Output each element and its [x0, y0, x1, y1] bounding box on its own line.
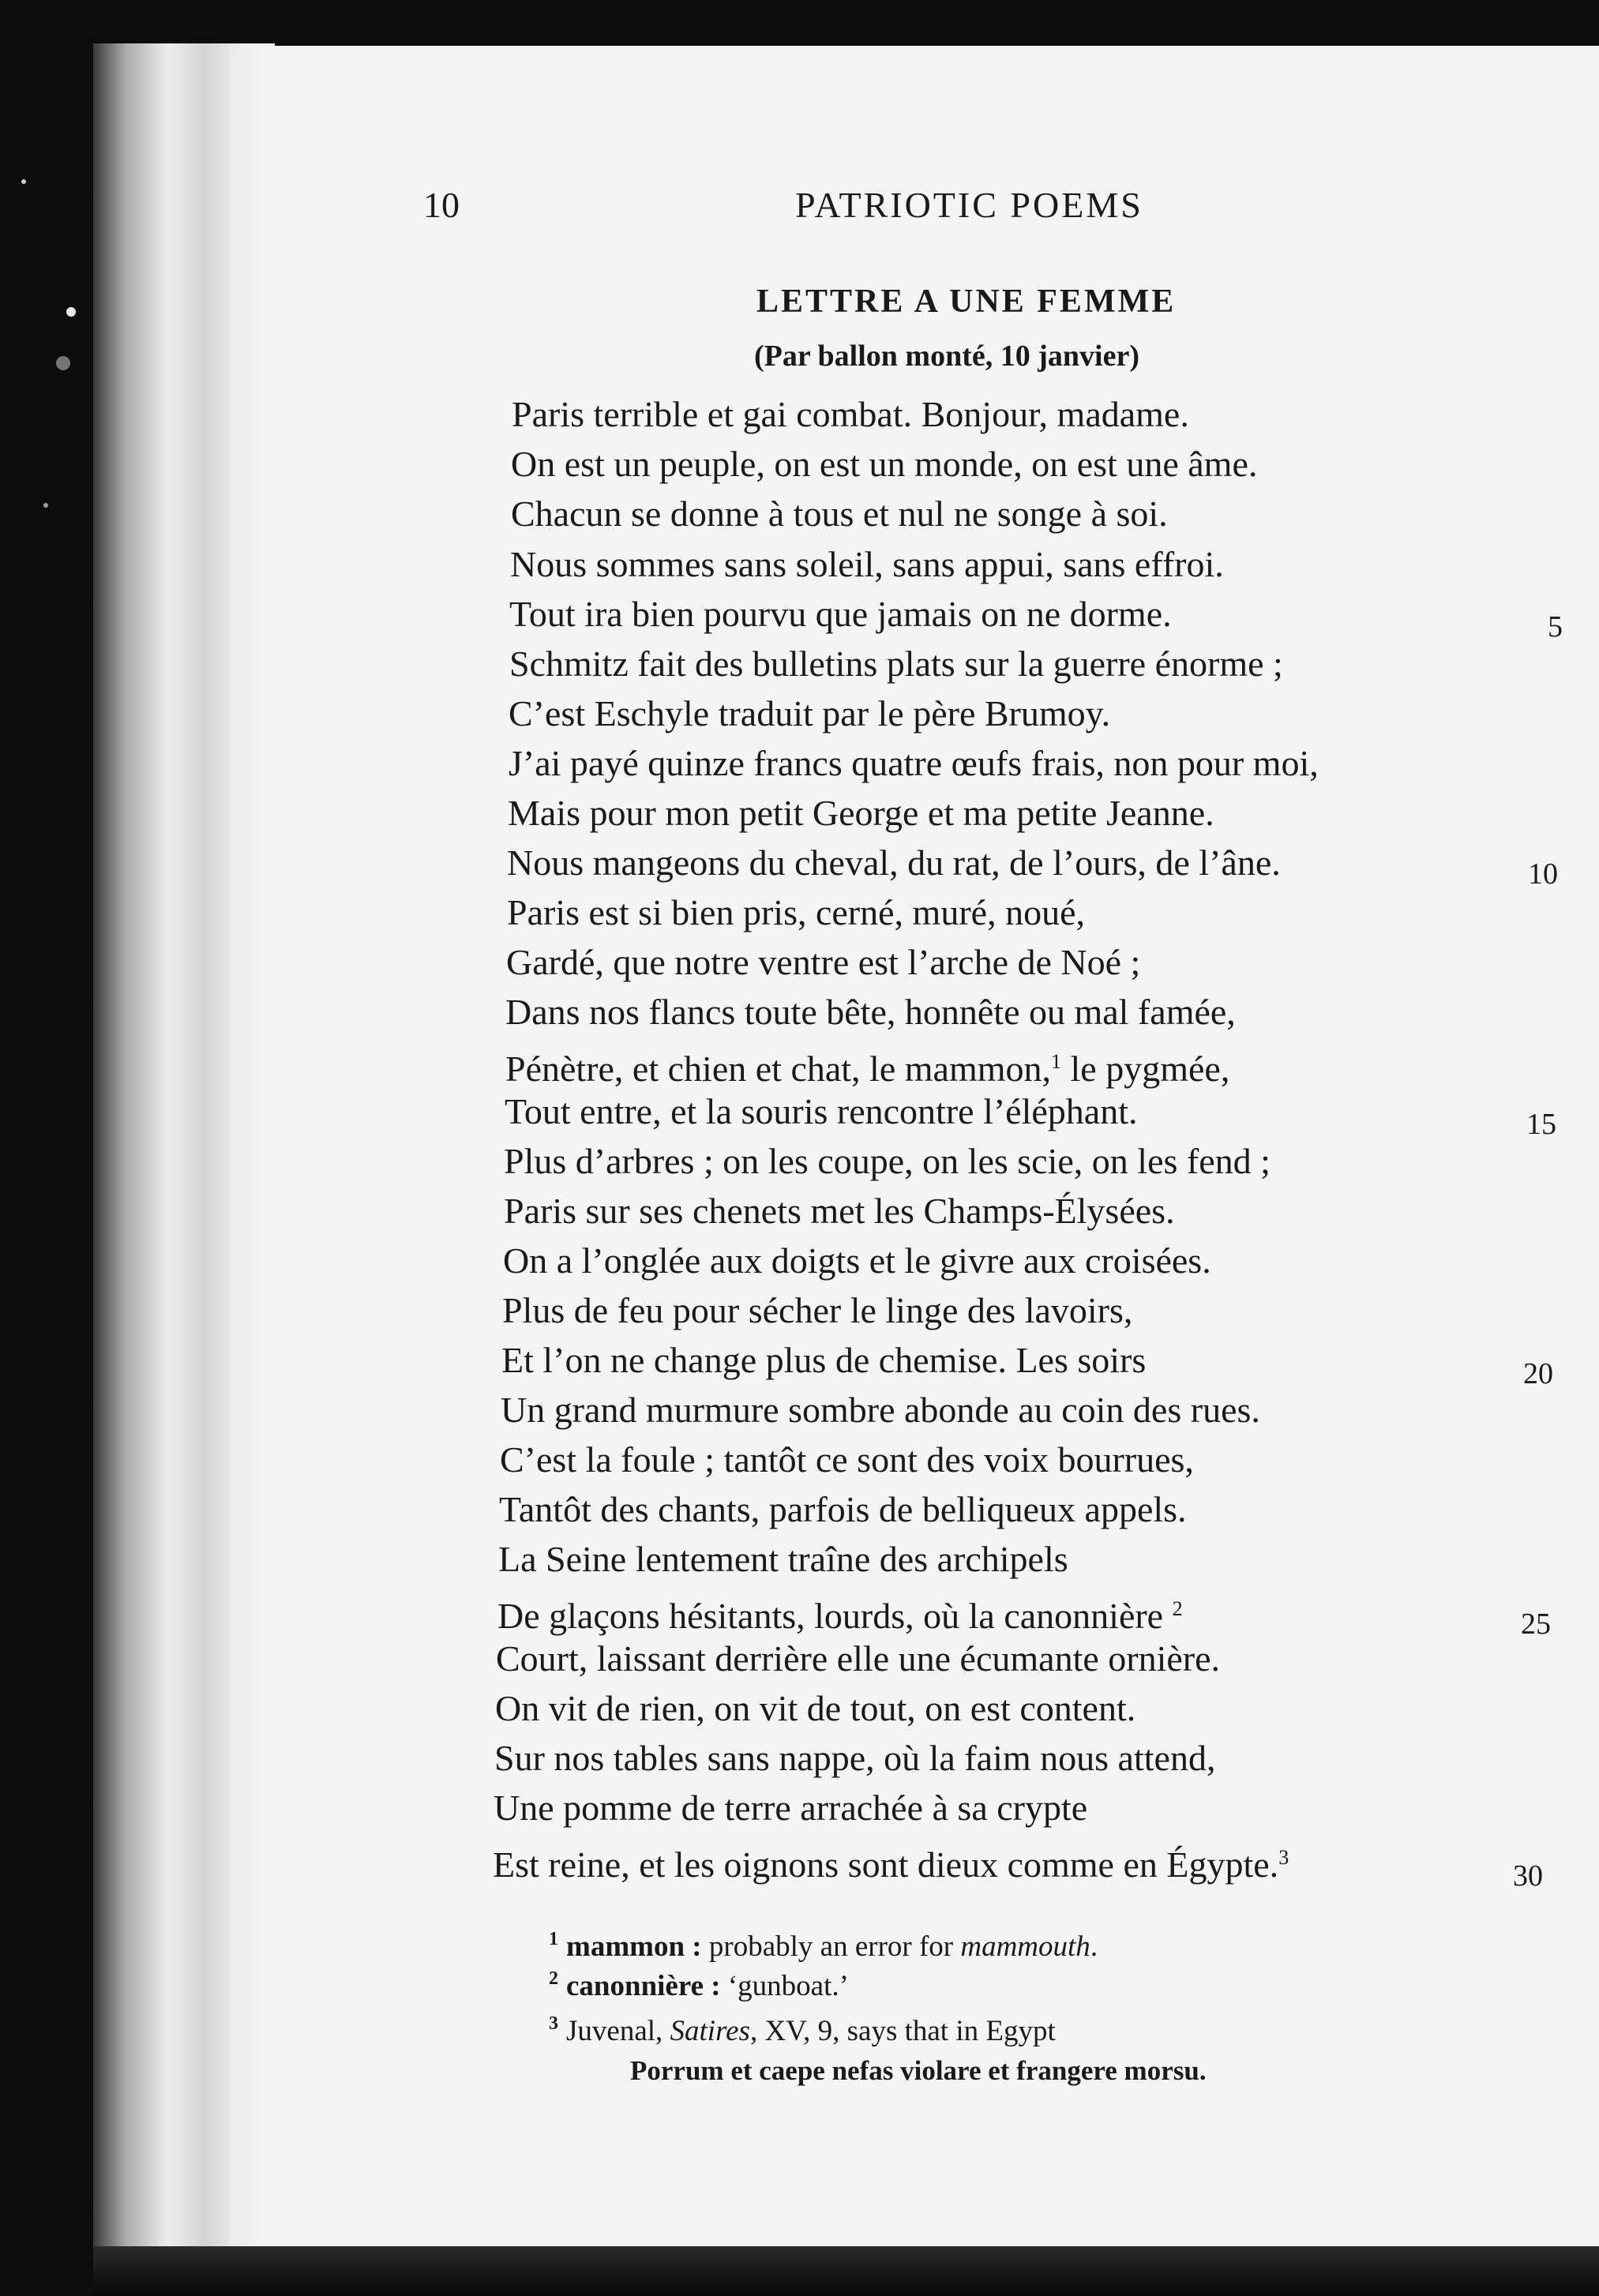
verse-line: Nous mangeons du cheval, du rat, de l’ours, de l’âne.	[507, 842, 1281, 883]
verse-line: Schmitz fait des bulletins plats sur la guerre énorme ;	[509, 643, 1283, 684]
verse-line: La Seine lentement traîne des archipels	[498, 1539, 1068, 1579]
verse-line: C’est Eschyle traduit par le père Brumoy.	[509, 693, 1111, 733]
running-head: PATRIOTIC POEMS	[795, 185, 1143, 225]
page-number: 10	[423, 185, 460, 225]
footnote-2	[549, 1960, 849, 2005]
verse-line: On vit de rien, on vit de tout, on est content.	[495, 1688, 1136, 1728]
line-number: 5	[1548, 610, 1563, 643]
footnote-mark: 3	[549, 2013, 558, 2034]
footnote-mark: 2	[549, 1968, 558, 1989]
verse-line: Chacun se donne à tous et nul ne songe à soi.	[511, 493, 1168, 534]
footnote-term: canonnière :	[566, 1970, 721, 2002]
verse-line-with-note	[497, 1587, 1183, 1638]
verse-text: Est reine, et les oignons sont dieux comme en Égypte.	[493, 1844, 1279, 1885]
verse-line-with-note	[493, 1836, 1289, 1887]
line-number: 10	[1528, 857, 1558, 891]
verse-line: Tout entre, et la souris rencontre l’éléphant.	[505, 1091, 1138, 1131]
note-mark: 1	[1051, 1050, 1062, 1073]
line-number: 15	[1526, 1108, 1556, 1141]
verse-line: Et l’on ne change plus de chemise. Les soirs	[501, 1340, 1147, 1380]
verse-line: Plus de feu pour sécher le linge des lavoirs,	[502, 1290, 1133, 1330]
verse-line: Paris terrible et gai combat. Bonjour, madame.	[512, 394, 1189, 434]
verse-line: On est un peuple, on est un monde, on est une âme.	[511, 444, 1258, 484]
verse-line: C’est la foule ; tantôt ce sont des voix bourrues,	[500, 1439, 1194, 1480]
verse-line: Tantôt des chants, parfois de belliqueux appels.	[499, 1489, 1187, 1529]
verse-line: Tout ira bien pourvu que jamais on ne dorme.	[509, 594, 1172, 634]
verse-line: Dans nos flancs toute bête, honnête ou mal famée,	[505, 992, 1236, 1032]
footnote-1	[549, 1921, 1098, 1965]
footnote-end: .	[1090, 1930, 1098, 1963]
footnote-italic: mammouth	[960, 1930, 1090, 1963]
footnote-text: , XV, 9, says that in Egypt	[749, 2015, 1056, 2047]
verse-line: Paris sur ses chenets met les Champs-Élysées.	[504, 1191, 1175, 1231]
line-number: 20	[1523, 1357, 1553, 1390]
poem-subtitle: (Par ballon monté, 10 janvier)	[754, 340, 1139, 373]
verse-line: J’ai payé quinze francs quatre œufs frais, non pour moi,	[509, 743, 1319, 783]
verse-line: Plus d’arbres ; on les coupe, on les scie, on les fend ;	[504, 1141, 1271, 1181]
verse-line: Mais pour mon petit George et ma petite Jeanne.	[508, 793, 1214, 833]
page-bottom-shadow	[93, 2246, 1599, 2296]
verse-line: Court, laissant derrière elle une écumante ornière.	[496, 1638, 1221, 1679]
verse-text-tail: le pygmée,	[1061, 1049, 1230, 1089]
footnote-mark: 1	[549, 1929, 558, 1949]
verse-line: On a l’onglée aux doigts et le givre aux croisées.	[503, 1240, 1211, 1281]
verse-text: Pénètre, et chien et chat, le mammon,	[505, 1049, 1052, 1089]
verse-line-with-note	[505, 1040, 1229, 1091]
verse-line: Une pomme de terre arrachée à sa crypte	[494, 1788, 1088, 1828]
verse-line: Sur nos tables sans nappe, où la faim nous attend,	[494, 1738, 1216, 1778]
footnote-term: mammon :	[566, 1930, 702, 1963]
footnote-3-quote: Porrum et caepe nefas violare et frangere morsu.	[630, 2055, 1207, 2086]
note-mark: 3	[1278, 1846, 1289, 1869]
note-mark: 2	[1172, 1597, 1183, 1620]
poem-title: LETTRE A UNE FEMME	[756, 283, 1177, 320]
verse-line: Un grand murmure sombre abonde au coin des rues.	[501, 1390, 1260, 1430]
line-number: 25	[1521, 1608, 1551, 1641]
line-number: 30	[1513, 1859, 1543, 1893]
footnote-text: ‘gunboat.’	[720, 1970, 849, 2002]
verse-line: Gardé, que notre ventre est l’arche de Noé ;	[506, 942, 1141, 982]
verse-line: Paris est si bien pris, cerné, muré, noué,	[507, 892, 1085, 932]
verse-text: De glaçons hésitants, lourds, où la canonnière	[497, 1596, 1164, 1636]
footnote-text: probably an error for	[701, 1930, 961, 1963]
verse-line: Nous sommes sans soleil, sans appui, sans effroi.	[510, 544, 1224, 584]
footnote-text: Juvenal,	[566, 2015, 670, 2047]
footnote-3	[549, 2005, 1056, 2050]
footnote-italic: Satires	[670, 2015, 750, 2047]
